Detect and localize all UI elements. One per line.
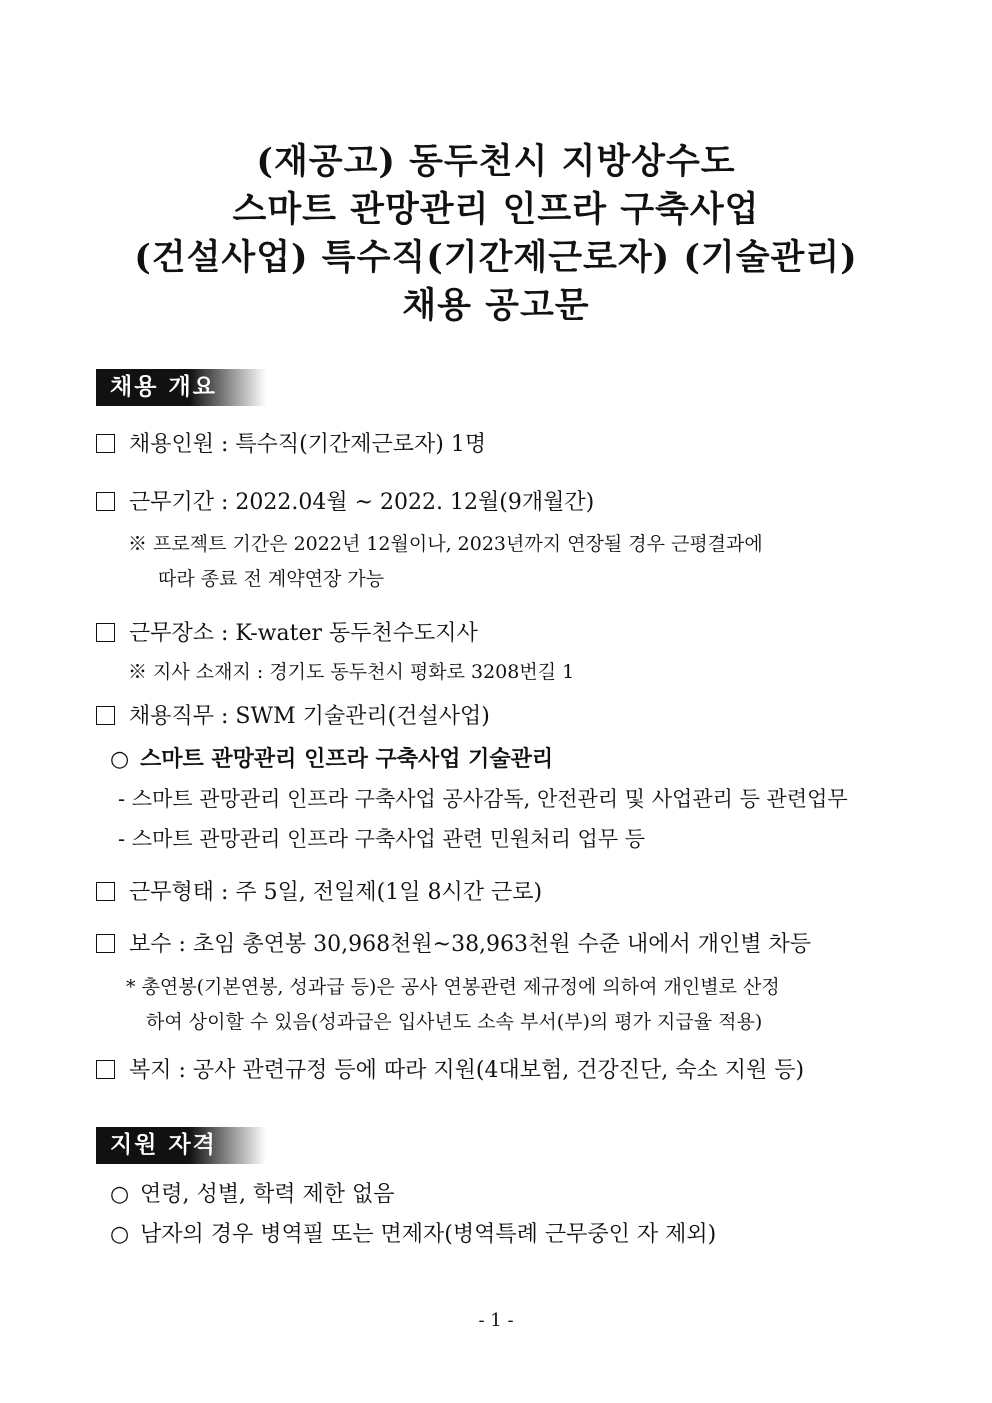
qualification-item — [110, 1220, 716, 1250]
item-period — [96, 488, 594, 518]
period-note-2: 따라 종료 전 계약연장 가능 — [158, 568, 385, 590]
checkbox-square-icon — [96, 882, 115, 901]
title-line-2: 스마트 관망관리 인프라 구축사업 — [232, 189, 760, 230]
qualification-text: 연령, 성별, 학력 제한 없음 — [140, 1182, 395, 1207]
checkbox-square-icon — [96, 623, 115, 642]
item-location — [96, 619, 478, 649]
item-location-text: 근무장소 : K-water 동두천수도지사 — [129, 621, 478, 646]
location-note: ※ 지사 소재지 : 경기도 동두천시 평화로 3208번길 1 — [128, 661, 575, 683]
section-heading-qualifications: 지원 자격 — [96, 1127, 266, 1164]
section-heading-overview: 채용 개요 — [96, 369, 266, 406]
checkbox-square-icon — [96, 706, 115, 725]
item-period-text: 근무기간 : 2022.04월 ~ 2022. 12월(9개월간) — [129, 490, 595, 515]
item-duty — [96, 702, 490, 732]
qualification-text: 남자의 경우 병역필 또는 면제자(병역특례 근무중인 자 제외) — [140, 1222, 717, 1247]
period-note-1: ※ 프로젝트 기간은 2022년 12월이나, 2023년까지 연장될 경우 근평결과에 — [128, 533, 763, 555]
duty-line-1: - 스마트 관망관리 인프라 구축사업 공사감독, 안전관리 및 사업관리 등 관련업무 — [118, 787, 848, 811]
item-recruits — [96, 430, 486, 460]
title-line-4: 채용 공고문 — [402, 285, 590, 326]
circle-bullet-icon: ○ — [110, 1182, 130, 1207]
page-number: - 1 - — [478, 1310, 514, 1331]
item-pay-text: 보수 : 초임 총연봉 30,968천원~38,963천원 수준 내에서 개인별 차등 — [129, 932, 812, 957]
circle-bullet-icon: ○ — [110, 1222, 130, 1247]
item-recruits-text: 채용인원 : 특수직(기간제근로자) 1명 — [129, 432, 487, 457]
pay-note-2: 하여 상이할 수 있음(성과급은 입사년도 소속 부서(부)의 평가 지급율 적용) — [146, 1011, 763, 1033]
checkbox-square-icon — [96, 492, 115, 511]
item-work-type — [96, 878, 542, 908]
qualification-item — [110, 1180, 394, 1210]
item-work-type-text: 근무형태 : 주 5일, 전일제(1일 8시간 근로) — [129, 880, 543, 905]
duty-title-text: 스마트 관망관리 인프라 구축사업 기술관리 — [140, 746, 554, 772]
duty-line-2: - 스마트 관망관리 인프라 구축사업 관련 민원처리 업무 등 — [118, 827, 646, 851]
item-welfare — [96, 1056, 804, 1086]
title-line-3: (건설사업) 특수직(기간제근로자) (기술관리) — [134, 237, 858, 278]
item-pay — [96, 930, 811, 960]
checkbox-square-icon — [96, 1060, 115, 1079]
checkbox-square-icon — [96, 434, 115, 453]
circle-bullet-icon: ○ — [110, 747, 130, 772]
item-welfare-text: 복지 : 공사 관련규정 등에 따라 지원(4대보험, 건강진단, 숙소 지원 등) — [129, 1058, 805, 1083]
duty-title — [110, 744, 553, 775]
title-line-1: (재공고) 동두천시 지방상수도 — [256, 141, 736, 182]
item-duty-text: 채용직무 : SWM 기술관리(건설사업) — [129, 704, 490, 729]
checkbox-square-icon — [96, 934, 115, 953]
pay-note-1: * 총연봉(기본연봉, 성과급 등)은 공사 연봉관련 제규정에 의하여 개인별로 산정 — [126, 976, 780, 998]
document-title — [0, 138, 992, 330]
